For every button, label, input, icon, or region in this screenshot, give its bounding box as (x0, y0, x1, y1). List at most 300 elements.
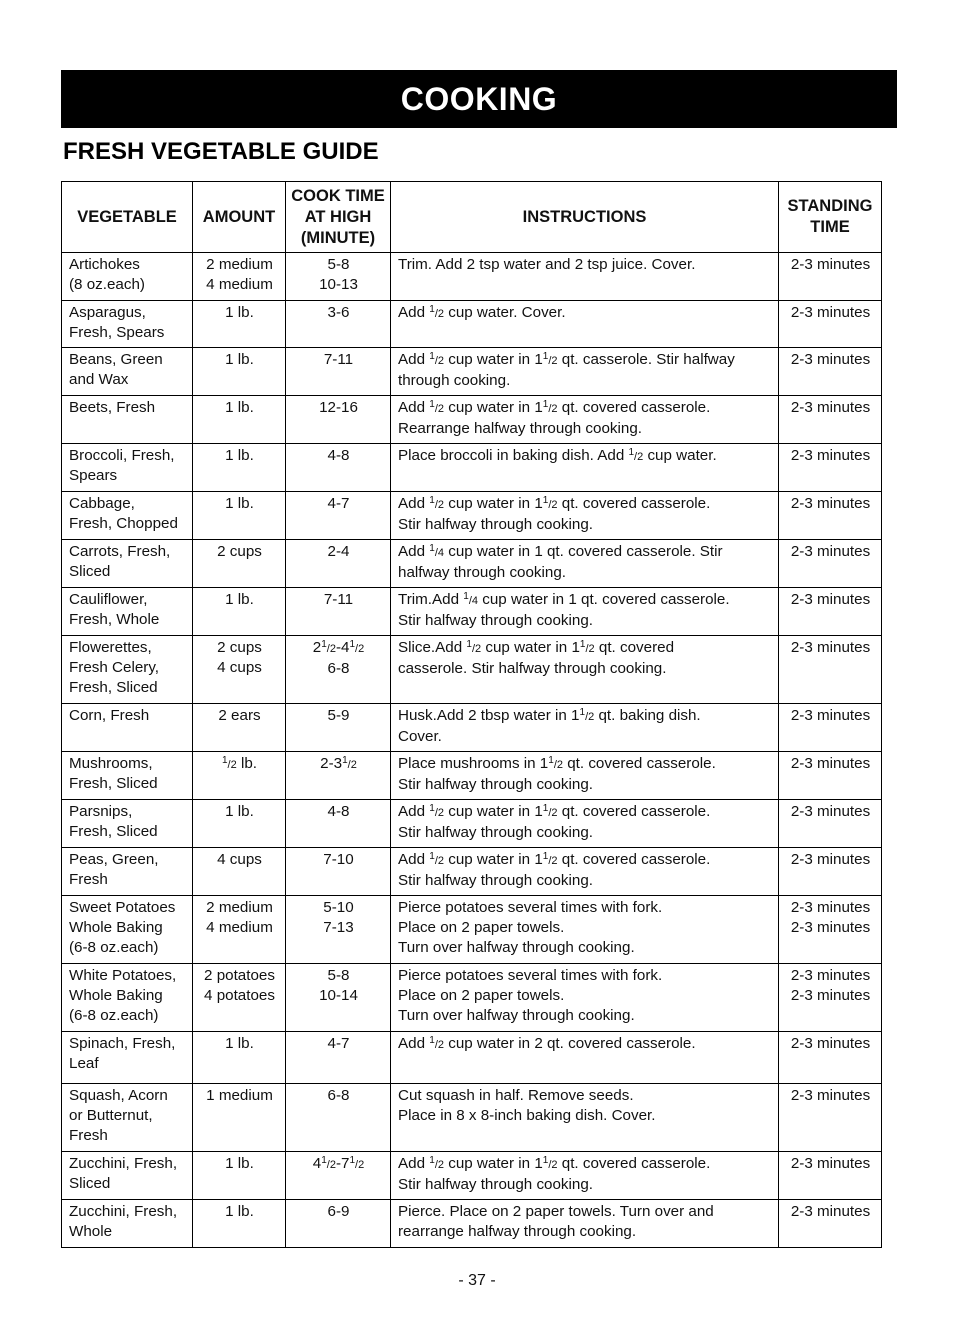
fraction-denominator: /2 (553, 759, 564, 771)
standing-time-cell (779, 396, 882, 444)
instructions-cell-line: Stir halfway through cooking. (398, 824, 594, 841)
fraction-denominator: /2 (434, 807, 444, 819)
instructions-cell-line: casserole. Stir halfway through cooking. (398, 660, 667, 677)
vegetable-cell (62, 540, 193, 588)
instructions-cell-line: Cover. (398, 728, 442, 745)
table-row (62, 1084, 882, 1152)
vegetable-cell-line: (6-8 oz.each) (69, 1007, 159, 1024)
cook-time-cell-line: 4-7 (327, 1035, 350, 1052)
fraction-numerator: 1 (429, 851, 435, 862)
vegetable-cell-line: Fresh, Sliced (69, 679, 158, 696)
table-row (62, 301, 882, 348)
amount-cell-line: 1 lb. (225, 591, 254, 608)
instructions-cell (391, 588, 779, 636)
cook-time-cell-line: 5-9 (327, 707, 350, 724)
amount-cell-line: 2 cups (217, 543, 262, 560)
instructions-cell (391, 348, 779, 396)
section-title: COOKING (400, 80, 558, 117)
vegetable-cell-line: Zucchini, Fresh, (69, 1155, 178, 1172)
instructions-cell (391, 301, 779, 348)
standing-time-cell-line: 2-3 minutes (790, 304, 871, 321)
fraction-numerator: 1 (542, 1155, 549, 1166)
table-row (62, 1200, 882, 1248)
standing-time-cell-line: 2-3 minutes (790, 591, 871, 608)
amount-cell (193, 444, 286, 492)
cook-time-cell-line: 10-14 (319, 987, 358, 1004)
vegetable-cell (62, 636, 193, 704)
instructions-cell-line: Add $^1$/2 cup water. Cover. (398, 304, 566, 321)
amount-cell-line: 2 medium (206, 256, 273, 273)
instructions-cell-line: Turn over halfway through cooking. (398, 939, 635, 956)
instructions-cell-line: Pierce. Place on 2 paper towels. Turn over and (398, 1203, 714, 1220)
fraction-numerator: 1 (542, 851, 549, 862)
amount-cell-line: 1 lb. (225, 1203, 254, 1220)
instructions-cell (391, 896, 779, 964)
fraction-numerator: 1 (221, 755, 228, 766)
vegetable-cell-line: Fresh Celery, (69, 659, 160, 676)
instructions-cell-line: Slice.Add $^1$/2 cup water in $1^1/2$ qt. covered (398, 639, 675, 656)
table-row (62, 444, 882, 492)
instructions-cell (391, 752, 779, 800)
guide-title: FRESH VEGETABLE GUIDE (63, 138, 379, 165)
header-cook-time-line: COOK TIME (291, 186, 385, 205)
cook-time-cell (286, 301, 391, 348)
amount-cell (193, 896, 286, 964)
header-cook-time (286, 182, 391, 253)
table-row (62, 704, 882, 752)
amount-cell-line: 1 medium (206, 1087, 273, 1104)
vegetable-cell (62, 896, 193, 964)
fraction-denominator: /2 (227, 759, 237, 771)
header-instructions (391, 182, 779, 253)
standing-time-cell-line: 2-3 minutes (790, 639, 871, 656)
instructions-cell (391, 800, 779, 848)
vegetable-cell-line: Parsnips, (69, 803, 133, 820)
fraction-denominator: /2 (326, 643, 336, 655)
standing-time-cell-line: 2-3 minutes (790, 1087, 871, 1104)
fraction-numerator: 1 (548, 755, 554, 766)
amount-cell (193, 704, 286, 752)
standing-time-cell (779, 492, 882, 540)
amount-cell (193, 800, 286, 848)
instructions-cell (391, 848, 779, 896)
vegetable-cell-line: Peas, Green, (69, 851, 159, 868)
vegetable-cell (62, 1084, 193, 1152)
vegetable-cell-line: Mushrooms, (69, 755, 153, 772)
fraction-numerator: 1 (429, 495, 435, 506)
cook-time-cell (286, 964, 391, 1032)
cook-time-cell (286, 752, 391, 800)
table-row (62, 896, 882, 964)
fraction-denominator: /2 (548, 499, 558, 511)
instructions-cell-line: Place on 2 paper towels. (398, 987, 565, 1004)
cook-time-cell-line: 5-8 (327, 967, 350, 984)
fraction-denominator: /2 (548, 403, 558, 415)
vegetable-cell-line: Fresh, Spears (69, 324, 165, 341)
instructions-cell-line: Place in 8 x 8-inch baking dish. Cover. (398, 1107, 656, 1124)
amount-cell (193, 540, 286, 588)
vegetable-cell-line: Leaf (69, 1055, 99, 1072)
fraction-numerator: 1 (579, 639, 586, 650)
vegetable-cell-line: Cauliflower, (69, 591, 148, 608)
instructions-cell (391, 704, 779, 752)
vegetable-cell (62, 800, 193, 848)
amount-cell (193, 1084, 286, 1152)
fraction-denominator: /2 (548, 1159, 558, 1171)
fraction-numerator: 1 (429, 351, 435, 362)
header-instructions-label: INSTRUCTIONS (522, 207, 647, 226)
instructions-cell-line: Trim. Add 2 tsp water and 2 tsp juice. Cover. (398, 256, 696, 273)
table-row (62, 752, 882, 800)
instructions-cell (391, 964, 779, 1032)
instructions-cell-line: Pierce potatoes several times with fork. (398, 967, 663, 984)
instructions-cell-line: Add $^1$/4 cup water in 1 qt. covered casserole. Stir (398, 543, 723, 560)
standing-time-cell (779, 636, 882, 704)
standing-time-cell-line: 2-3 minutes (790, 967, 871, 984)
amount-cell (193, 492, 286, 540)
fraction-numerator: 1 (349, 639, 356, 650)
vegetable-cell (62, 492, 193, 540)
vegetable-cell (62, 1200, 193, 1248)
vegetable-cell (62, 752, 193, 800)
cook-time-cell (286, 1084, 391, 1152)
vegetable-cell (62, 348, 193, 396)
cook-time-cell-line: 7-11 (323, 591, 354, 608)
table-row (62, 1152, 882, 1200)
instructions-cell (391, 396, 779, 444)
vegetable-cell (62, 301, 193, 348)
table-row (62, 964, 882, 1032)
standing-time-cell-line: 2-3 minutes (790, 447, 871, 464)
vegetable-cell-line: or Butternut, (69, 1107, 153, 1124)
cook-time-cell-line: $2^1/2-4^1/2$ (312, 639, 365, 656)
fraction-denominator: /4 (468, 595, 479, 607)
fraction-numerator: 1 (429, 803, 435, 814)
amount-cell-line: 2 potatoes (204, 967, 275, 984)
vegetable-cell-line: Asparagus, (69, 304, 146, 321)
cook-time-cell (286, 444, 391, 492)
instructions-cell-line: Rearrange halfway through cooking. (398, 420, 642, 437)
header-standing-line: TIME (810, 218, 850, 236)
amount-cell (193, 1200, 286, 1248)
fraction-denominator: /2 (434, 499, 444, 511)
instructions-cell (391, 636, 779, 704)
standing-time-cell (779, 444, 882, 492)
cook-time-cell-line: $2-3^1/2$ (320, 755, 357, 772)
cook-time-cell-line: 4-8 (327, 447, 350, 464)
fraction-numerator: 1 (429, 304, 435, 315)
vegetable-cell-line: Sliced (69, 1175, 111, 1192)
header-standing-time (779, 182, 882, 253)
amount-cell-line: 4 cups (217, 659, 262, 676)
header-standing-line: STANDING (787, 197, 873, 215)
standing-time-cell (779, 301, 882, 348)
standing-time-cell-line: 2-3 minutes (790, 919, 871, 936)
header-cook-time-line: (MINUTE) (300, 228, 376, 247)
amount-cell-line: 4 potatoes (204, 987, 275, 1004)
vegetable-cell-line: Cabbage, (69, 495, 135, 512)
instructions-cell-line: Add $^1$/2 cup water in $1^1/2$ qt. covered casserole. (398, 1155, 711, 1172)
fraction-numerator: 1 (429, 399, 435, 410)
table-row (62, 540, 882, 588)
standing-time-cell (779, 896, 882, 964)
vegetable-cell (62, 444, 193, 492)
vegetable-cell-line: Flowerettes, (69, 639, 152, 656)
table-row (62, 848, 882, 896)
instructions-cell (391, 444, 779, 492)
fraction-numerator: 1 (466, 639, 472, 650)
amount-cell-line: 2 cups (217, 639, 262, 656)
instructions-cell (391, 1200, 779, 1248)
instructions-cell (391, 1084, 779, 1152)
vegetable-cell-line: Fresh (69, 871, 108, 888)
cook-time-cell-line: 7-10 (323, 851, 354, 868)
cook-time-cell (286, 492, 391, 540)
amount-cell-line: 4 medium (206, 276, 273, 293)
standing-time-cell-line: 2-3 minutes (790, 256, 871, 273)
cook-time-cell (286, 704, 391, 752)
vegetable-cell-line: Fresh, Chopped (69, 515, 178, 532)
instructions-cell (391, 492, 779, 540)
amount-cell-line: 4 medium (206, 919, 273, 936)
standing-time-cell-line: 2-3 minutes (790, 351, 871, 368)
cook-time-cell-line: 6-8 (327, 660, 350, 677)
fraction-denominator: /2 (471, 643, 482, 655)
table-body (62, 253, 882, 1248)
instructions-cell-line: Place broccoli in baking dish. Add $^1$/2 cup water. (398, 447, 717, 464)
cook-time-cell-line: 12-16 (319, 399, 358, 416)
instructions-cell-line: Stir halfway through cooking. (398, 612, 594, 629)
fraction-denominator: /2 (355, 643, 365, 655)
section-banner (61, 70, 897, 128)
instructions-cell-line: halfway through cooking. (398, 564, 567, 581)
instructions-cell-line: Add $^1$/2 cup water in 2 qt. covered casserole. (398, 1035, 696, 1052)
fraction-denominator: /2 (434, 1159, 444, 1171)
fraction-denominator: /2 (548, 807, 558, 819)
fraction-numerator: 1 (542, 803, 549, 814)
vegetable-cell-line: Zucchini, Fresh, (69, 1203, 178, 1220)
fraction-numerator: 1 (463, 591, 469, 602)
fraction-numerator: 1 (542, 495, 549, 506)
amount-cell (193, 636, 286, 704)
cook-time-cell-line: 4-8 (327, 803, 350, 820)
amount-cell (193, 253, 286, 301)
standing-time-cell (779, 348, 882, 396)
standing-time-cell (779, 540, 882, 588)
fraction-denominator: /2 (634, 451, 644, 463)
vegetable-cell-line: Carrots, Fresh, (69, 543, 171, 560)
fraction-numerator: 1 (542, 399, 549, 410)
vegetable-cell-line: Broccoli, Fresh, (69, 447, 175, 464)
cook-time-cell (286, 636, 391, 704)
instructions-cell-line: Cut squash in half. Remove seeds. (398, 1087, 634, 1104)
vegetable-cell-line: Beets, Fresh (69, 399, 156, 416)
fraction-denominator: /2 (548, 855, 558, 867)
vegetable-cell (62, 704, 193, 752)
cook-time-cell-line: 6-8 (327, 1087, 350, 1104)
instructions-cell-line: through cooking. (398, 372, 511, 389)
cook-time-cell (286, 588, 391, 636)
standing-time-cell (779, 1084, 882, 1152)
amount-cell-line: 2 ears (218, 707, 261, 724)
standing-time-cell (779, 964, 882, 1032)
fraction-denominator: /2 (434, 355, 444, 367)
standing-time-cell-line: 2-3 minutes (790, 1155, 871, 1172)
standing-time-cell (779, 800, 882, 848)
standing-time-cell (779, 848, 882, 896)
fraction-numerator: 1 (349, 1155, 356, 1166)
cook-time-cell (286, 253, 391, 301)
amount-cell (193, 348, 286, 396)
vegetable-cell-line: (6-8 oz.each) (69, 939, 159, 956)
standing-time-cell (779, 1152, 882, 1200)
cook-time-cell (286, 896, 391, 964)
instructions-cell-line: Add $^1$/2 cup water in $1^1/2$ qt. covered casserole. (398, 851, 711, 868)
instructions-cell-line: Stir halfway through cooking. (398, 1176, 594, 1193)
vegetable-cell-line: Fresh, Whole (69, 611, 160, 628)
standing-time-cell-line: 2-3 minutes (790, 851, 871, 868)
fraction-denominator: /4 (434, 547, 444, 559)
cook-time-cell (286, 800, 391, 848)
standing-time-cell-line: 2-3 minutes (790, 987, 871, 1004)
table-row (62, 492, 882, 540)
table-row (62, 800, 882, 848)
table-row (62, 636, 882, 704)
amount-cell-line: 1 lb. (225, 495, 254, 512)
vegetable-cell-line: White Potatoes, (69, 967, 177, 984)
vegetable-cell-line: Corn, Fresh (69, 707, 150, 724)
vegetable-guide-table (61, 181, 882, 1248)
instructions-cell-line: Add $^1$/2 cup water in $1^1/2$ qt. covered casserole. (398, 803, 711, 820)
fraction-denominator: /2 (355, 1159, 365, 1171)
instructions-cell (391, 1152, 779, 1200)
standing-time-cell (779, 752, 882, 800)
cook-time-cell-line: $4^1/2-7^1/2$ (312, 1155, 365, 1172)
standing-time-cell (779, 588, 882, 636)
standing-time-cell-line: 2-3 minutes (790, 1203, 871, 1220)
fraction-denominator: /2 (548, 355, 558, 367)
standing-time-cell (779, 253, 882, 301)
fraction-numerator: 1 (429, 543, 435, 554)
amount-cell-line: 1 lb. (225, 399, 254, 416)
amount-cell (193, 1152, 286, 1200)
header-amount (193, 182, 286, 253)
fraction-numerator: 1 (542, 351, 549, 362)
standing-time-cell-line: 2-3 minutes (790, 899, 871, 916)
fraction-numerator: 1 (429, 1035, 435, 1046)
instructions-cell-line: Husk.Add 2 tbsp water in $1^1/2$ qt. baking dish. (398, 707, 701, 724)
table-row (62, 1032, 882, 1084)
vegetable-cell-line: Artichokes (69, 256, 140, 273)
header-vegetable (62, 182, 193, 253)
vegetable-cell-line: Spinach, Fresh, (69, 1035, 176, 1052)
cook-time-cell-line: 3-6 (327, 304, 350, 321)
cook-time-cell (286, 540, 391, 588)
header-cook-time-line: AT HIGH (304, 207, 372, 226)
header-amount-label: AMOUNT (202, 207, 276, 226)
fraction-denominator: /2 (434, 308, 444, 320)
amount-cell (193, 1032, 286, 1084)
fraction-denominator: /2 (326, 1159, 336, 1171)
standing-time-cell (779, 704, 882, 752)
instructions-cell-line: Stir halfway through cooking. (398, 516, 594, 533)
page-number: - 37 - (458, 1272, 496, 1289)
amount-cell-line: 1 lb. (225, 803, 254, 820)
cook-time-cell (286, 348, 391, 396)
amount-cell (193, 396, 286, 444)
vegetable-cell-line: Whole Baking (69, 987, 163, 1004)
cook-time-cell (286, 396, 391, 444)
amount-cell-line: 1 lb. (225, 447, 254, 464)
vegetable-cell (62, 1032, 193, 1084)
standing-time-cell-line: 2-3 minutes (790, 495, 871, 512)
amount-cell (193, 752, 286, 800)
vegetable-cell-line: Beans, Green (69, 351, 163, 368)
vegetable-cell-line: Whole (69, 1223, 113, 1240)
vegetable-cell-line: Fresh, Sliced (69, 775, 158, 792)
cook-time-cell (286, 1032, 391, 1084)
vegetable-cell-line: Spears (69, 467, 118, 484)
standing-time-cell (779, 1032, 882, 1084)
header-vegetable-label: VEGETABLE (77, 207, 177, 226)
amount-cell (193, 588, 286, 636)
vegetable-cell-line: and Wax (69, 371, 129, 388)
standing-time-cell (779, 1200, 882, 1248)
instructions-cell-line: Stir halfway through cooking. (398, 776, 594, 793)
table-row (62, 588, 882, 636)
instructions-cell (391, 540, 779, 588)
amount-cell-line: $^1$/2 lb. (221, 755, 257, 772)
fraction-numerator: 1 (321, 639, 327, 650)
standing-time-cell-line: 2-3 minutes (790, 803, 871, 820)
cook-time-cell (286, 1200, 391, 1248)
cook-time-cell-line: 10-13 (319, 276, 358, 293)
fraction-numerator: 1 (321, 1155, 327, 1166)
vegetable-cell (62, 1152, 193, 1200)
amount-cell (193, 301, 286, 348)
cook-time-cell-line: 2-4 (327, 543, 350, 560)
vegetable-cell-line: Whole Baking (69, 919, 163, 936)
table-row (62, 348, 882, 396)
vegetable-cell-line: Fresh (69, 1127, 108, 1144)
table-row (62, 253, 882, 301)
cook-time-cell-line: 7-13 (323, 919, 354, 936)
fraction-denominator: /2 (585, 711, 595, 723)
amount-cell (193, 964, 286, 1032)
standing-time-cell-line: 2-3 minutes (790, 543, 871, 560)
standing-time-cell-line: 2-3 minutes (790, 399, 871, 416)
instructions-cell-line: Pierce potatoes several times with fork. (398, 899, 663, 916)
fraction-numerator: 1 (429, 1155, 435, 1166)
standing-time-cell-line: 2-3 minutes (790, 1035, 871, 1052)
instructions-cell-line: Add $^1$/2 cup water in $1^1/2$ qt. covered casserole. (398, 495, 711, 512)
instructions-cell-line: Place mushrooms in $1^1/2$ qt. covered casserole. (398, 755, 716, 772)
instructions-cell-line: Stir halfway through cooking. (398, 872, 594, 889)
standing-time-cell-line: 2-3 minutes (790, 755, 871, 772)
amount-cell-line: 2 medium (206, 899, 273, 916)
fraction-denominator: /2 (434, 1039, 444, 1051)
instructions-cell (391, 253, 779, 301)
fraction-numerator: 1 (342, 755, 348, 766)
vegetable-cell-line: Sweet Potatoes (69, 899, 176, 916)
amount-cell-line: 4 cups (217, 851, 262, 868)
instructions-cell-line: Place on 2 paper towels. (398, 919, 565, 936)
vegetable-cell (62, 588, 193, 636)
instructions-cell-line: Add $^1$/2 cup water in $1^1/2$ qt. covered casserole. (398, 399, 711, 416)
vegetable-cell-line: (8 oz.each) (69, 276, 145, 293)
fraction-denominator: /2 (434, 403, 444, 415)
cook-time-cell-line: 7-11 (323, 351, 354, 368)
